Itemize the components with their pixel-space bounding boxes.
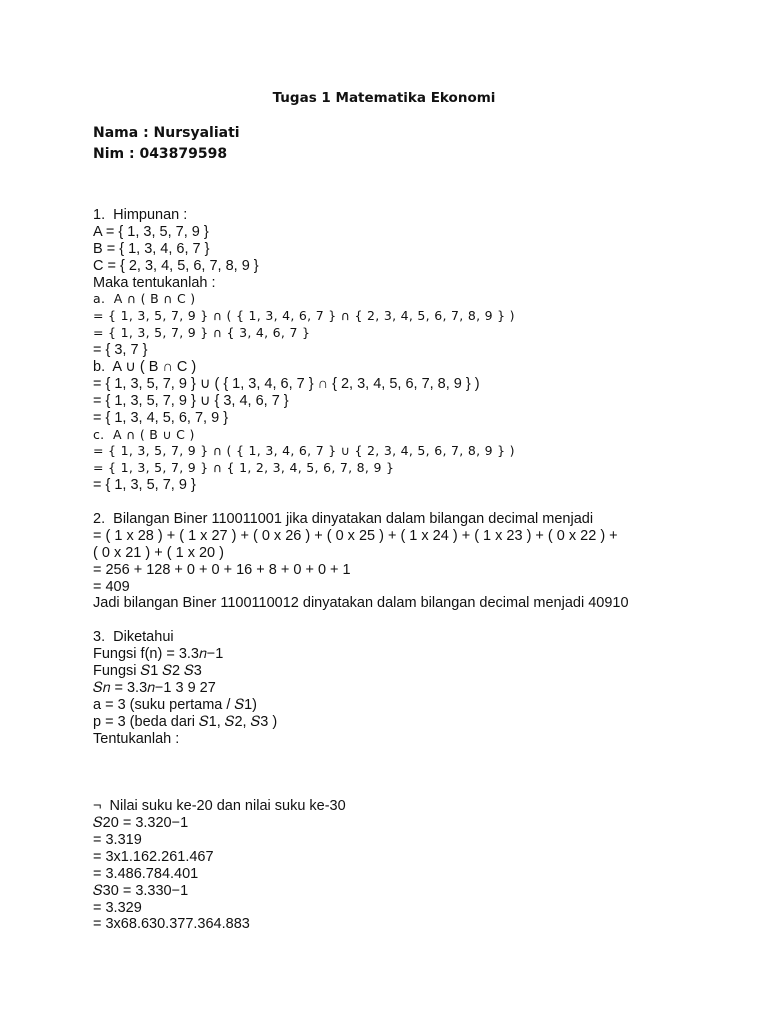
binary-conclusion: Jadi bilangan Biner 1100110012 dinyatakan dalam bilangan decimal menjadi 40910 [93,595,629,612]
document-title: Tugas 1 Matematika Ekonomi [272,90,496,106]
task-item-heading: ¬ Nilai suku ke-20 dan nilai suku ke-30 [93,798,346,815]
answer-a-result: = { 3, 7 } [93,342,148,359]
binary-expansion-line-2: ( 0 x 21 ) + ( 1 x 20 ) [93,544,224,561]
s30-formula: 𝑆30 = 3.330−1 [93,882,189,899]
answer-b-step-2: = { 1, 3, 5, 7, 9 } ∪ { 3, 4, 6, 7 } [93,392,289,409]
answer-c-result: = { 1, 3, 5, 7, 9 } [93,477,196,494]
question-a: a. A ∩ ( B ∩ C ) [93,291,196,307]
answer-b-result: = { 1, 3, 4, 5, 6, 7, 9 } [93,409,229,426]
question-b: b. A ∪ ( B ∩ C ) [93,359,197,376]
s30-step-1: = 3.329 [93,899,142,916]
section-2-heading: 2. Bilangan Biner 110011001 jika dinyatakan dalam bilangan decimal menjadi [93,511,594,528]
task-label: Tentukanlah : [93,730,180,747]
answer-c-step-1: = { 1, 3, 5, 7, 9 } ∩ ( { 1, 3, 4, 6, 7 } ∪ { 2, 3, 4, 5, 6, 7, 8, 9 } ) [93,443,515,459]
set-c-definition: C = { 2, 3, 4, 5, 6, 7, 8, 9 } [93,257,259,274]
student-name: Nama : Nursyaliati [93,125,240,141]
s20-step-2: = 3x1.162.261.467 [93,848,214,865]
ratio-term: p = 3 (beda dari 𝑆1, 𝑆2, 𝑆3 ) [93,713,278,730]
function-terms: Fungsi 𝑆1 𝑆2 𝑆3 [93,663,202,680]
answer-b-step-1: = { 1, 3, 5, 7, 9 } ∪ ( { 1, 3, 4, 6, 7 } ∩ { 2, 3, 4, 5, 6, 7, 8, 9 } ) [93,375,480,392]
s20-result: = 3.486.784.401 [93,865,199,882]
answer-a-step-2: = { 1, 3, 5, 7, 9 } ∩ { 3, 4, 6, 7 } [93,325,311,341]
section-1-heading: 1. Himpunan : [93,207,188,223]
question-c: c. A ∩ ( B ∪ C ) [93,426,195,442]
answer-a-step-1: = { 1, 3, 5, 7, 9 } ∩ ( { 1, 3, 4, 6, 7 } ∩ { 2, 3, 4, 5, 6, 7, 8, 9 } ) [93,308,515,324]
instruction-text: Maka tentukanlah : [93,274,216,291]
binary-sum: = 256 + 128 + 0 + 0 + 16 + 8 + 0 + 0 + 1 [93,561,351,578]
s20-step-1: = 3.319 [93,831,142,848]
first-term: a = 3 (suku pertama / 𝑆1) [93,696,258,713]
binary-result: = 409 [93,578,130,595]
document-body [93,207,733,933]
answer-c-step-2: = { 1, 3, 5, 7, 9 } ∩ { 1, 2, 3, 4, 5, 6, 7, 8, 9 } [93,460,395,476]
section-3-heading: 3. Diketahui [93,629,174,646]
s30-step-2: = 3x68.630.377.364.883 [93,916,250,933]
binary-expansion-line-1: = ( 1 x 28 ) + ( 1 x 27 ) + ( 0 x 26 ) + ( 0 x 25 ) + ( 1 x 24 ) + ( 1 x 23 ) + ( 0 x 22 ) + [93,527,618,544]
set-a-definition: A = { 1, 3, 5, 7, 9 } [93,223,209,240]
student-nim: Nim : 043879598 [93,146,228,162]
sequence-formula: 𝑆𝑛 = 3.3𝑛−1 3 9 27 [93,679,216,696]
set-b-definition: B = { 1, 3, 4, 6, 7 } [93,240,210,257]
function-definition: Fungsi f(n) = 3.3𝑛−1 [93,646,224,663]
s20-formula: 𝑆20 = 3.320−1 [93,815,189,832]
